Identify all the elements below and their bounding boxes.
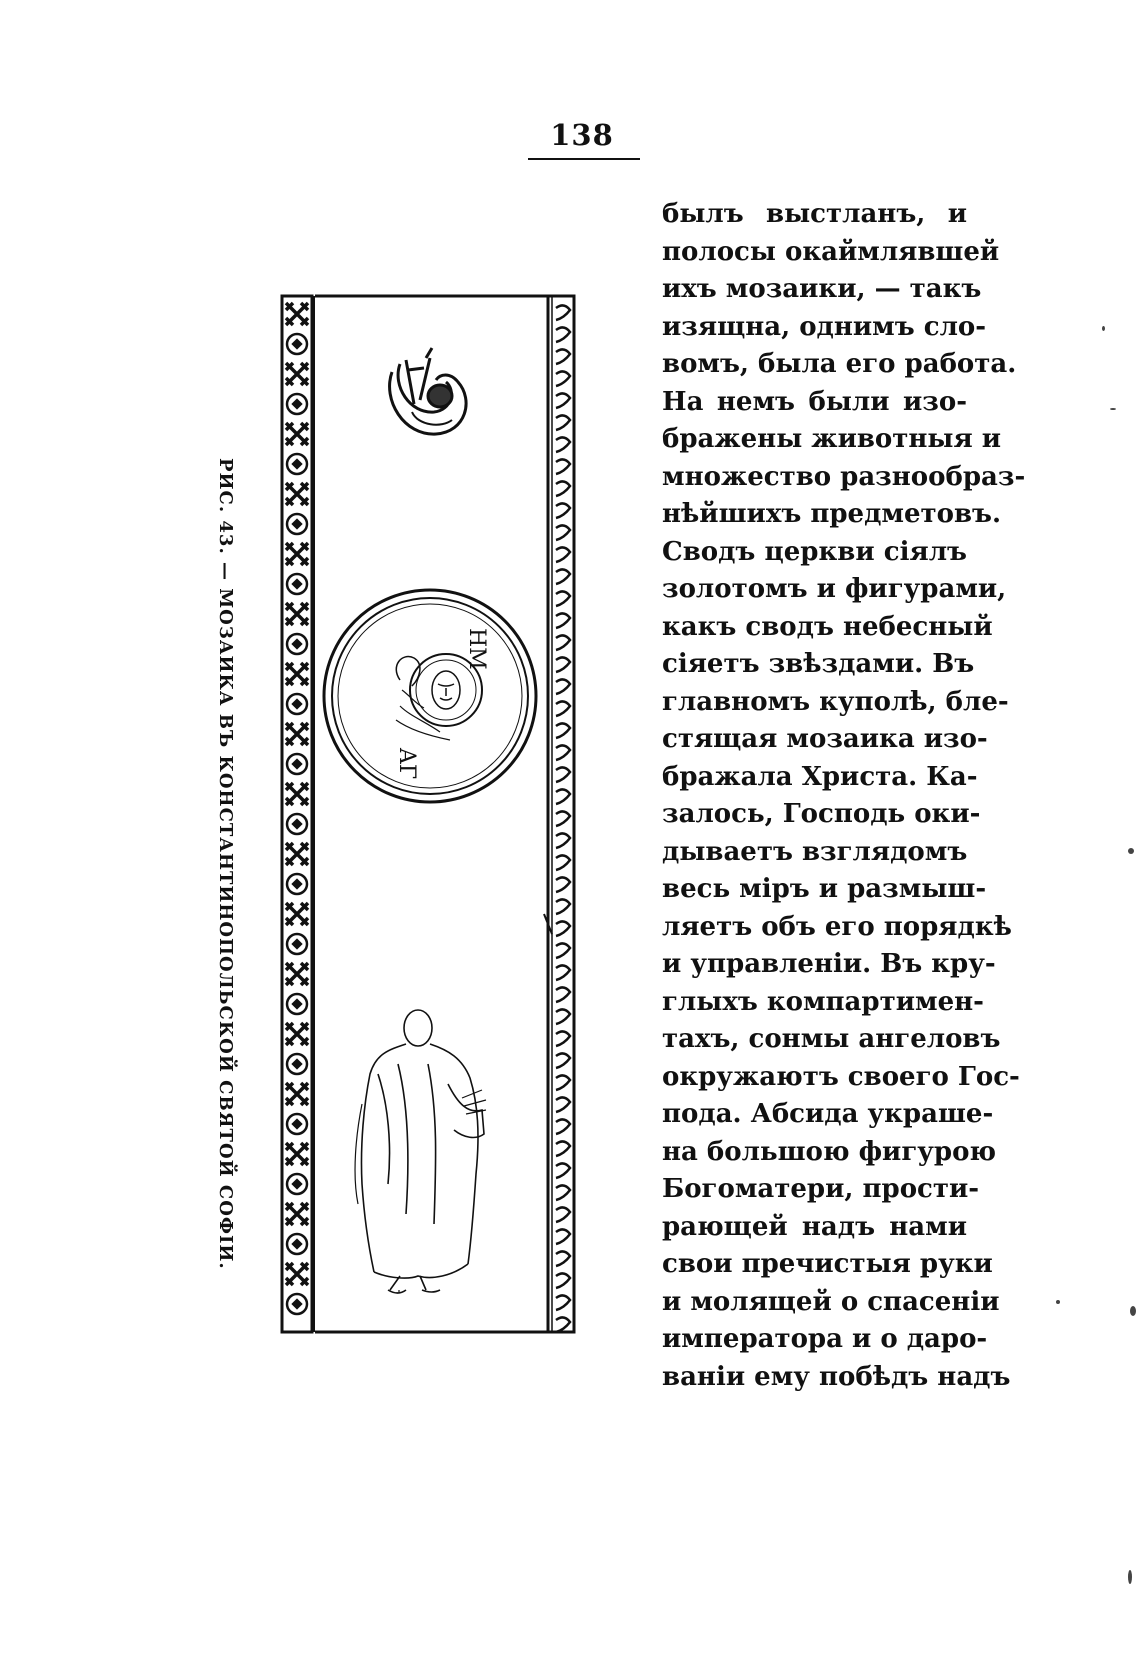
wave-ornament bbox=[556, 767, 570, 782]
wave-ornament bbox=[556, 1031, 570, 1046]
knot-ornament bbox=[286, 783, 308, 805]
wave-ornament bbox=[556, 1119, 570, 1134]
knot-ornament bbox=[286, 423, 308, 445]
wave-ornament bbox=[556, 701, 570, 716]
rosette-ornament bbox=[287, 1234, 307, 1254]
wave-ornament bbox=[556, 1141, 570, 1156]
knot-ornament bbox=[286, 1143, 308, 1165]
wave-ornament bbox=[556, 745, 570, 760]
rosette-ornament bbox=[287, 514, 307, 534]
text-line: и управленіи. Въ кру- bbox=[662, 949, 996, 979]
rosette-ornament bbox=[287, 1174, 307, 1194]
text-line: дываетъ взглядомъ bbox=[662, 836, 968, 867]
text-line: тахъ, сонмы ангеловъ bbox=[662, 1024, 1001, 1054]
text-line: бражала Христа. Ка- bbox=[662, 761, 978, 792]
text-line: глыхъ компартимен- bbox=[662, 986, 984, 1017]
wave-ornament bbox=[556, 327, 570, 342]
rosette-ornament bbox=[287, 334, 307, 354]
knot-ornament bbox=[286, 723, 308, 745]
wave-ornament bbox=[556, 613, 570, 628]
knot-ornament bbox=[286, 1083, 308, 1105]
rosette-ornament bbox=[287, 1114, 307, 1134]
wave-ornament bbox=[556, 1163, 570, 1178]
text-line: золотомъ и фигурами, bbox=[662, 574, 1007, 604]
wave-ornament bbox=[556, 371, 570, 386]
knot-ornament bbox=[286, 1263, 308, 1285]
text-line: императора и о даро- bbox=[662, 1324, 988, 1354]
wave-ornament bbox=[556, 481, 570, 496]
wave-ornament bbox=[556, 855, 570, 870]
text-line: бражены животныя и bbox=[662, 424, 1002, 454]
wave-ornament bbox=[556, 833, 570, 848]
wave-ornament bbox=[556, 921, 570, 936]
right-ornament-border bbox=[556, 305, 570, 1332]
wave-ornament bbox=[556, 943, 570, 958]
scan-speck bbox=[1128, 1570, 1132, 1584]
figure-caption bbox=[212, 458, 238, 1270]
wave-ornament bbox=[556, 811, 570, 826]
text-line: нѣйшихъ предметовъ. bbox=[662, 499, 1002, 529]
text-line: вомъ, была его работа. bbox=[662, 349, 1017, 379]
text-line: былъ выстланъ, и bbox=[662, 199, 967, 229]
rosette-ornament bbox=[287, 394, 307, 414]
scan-speck bbox=[1110, 408, 1116, 410]
wave-ornament bbox=[556, 987, 570, 1002]
mosaic-frame bbox=[282, 296, 574, 1332]
rosette-ornament bbox=[287, 754, 307, 774]
wave-ornament bbox=[556, 1295, 570, 1310]
text-line: изящна, однимъ сло- bbox=[662, 311, 987, 342]
page-number-rule bbox=[528, 158, 640, 160]
text-line: на большою фигурою bbox=[662, 1136, 997, 1167]
rosette-ornament bbox=[287, 814, 307, 834]
wave-ornament bbox=[556, 349, 570, 364]
wave-ornament bbox=[556, 899, 570, 914]
wave-ornament bbox=[556, 1097, 570, 1112]
knot-ornament bbox=[286, 483, 308, 505]
rosette-ornament bbox=[287, 994, 307, 1014]
medallion-inscription bbox=[394, 628, 489, 779]
wave-ornament bbox=[556, 1273, 570, 1288]
wave-ornament bbox=[556, 965, 570, 980]
text-line: полосы окаймлявшей bbox=[662, 236, 1000, 267]
wave-ornament bbox=[556, 679, 570, 694]
wave-ornament bbox=[556, 1009, 570, 1024]
text-line: Богоматери, прости- bbox=[662, 1174, 980, 1204]
rosette-ornament bbox=[287, 574, 307, 594]
medallion-inscription-left: ΑΓ bbox=[394, 748, 419, 780]
wave-ornament bbox=[556, 437, 570, 452]
wave-ornament bbox=[556, 657, 570, 672]
body-text bbox=[662, 196, 1026, 1396]
wave-ornament bbox=[556, 635, 570, 650]
figure-caption-text: РИС. 43. — МОЗАИКА ВЪ КОНСТАНТИНОПОЛЬСКОЙ СВЯТОЙ СОФІИ. bbox=[215, 458, 236, 1270]
scan-speck bbox=[1128, 848, 1134, 854]
rosette-ornament bbox=[287, 1294, 307, 1314]
wave-ornament bbox=[556, 1075, 570, 1090]
scan-speck bbox=[1056, 1300, 1060, 1304]
wave-ornament bbox=[556, 1251, 570, 1266]
rosette-ornament bbox=[287, 1054, 307, 1074]
wave-ornament bbox=[556, 789, 570, 804]
knot-ornament bbox=[286, 963, 308, 985]
left-ornament-border bbox=[286, 303, 308, 1314]
rosette-ornament bbox=[287, 454, 307, 474]
wave-ornament bbox=[556, 547, 570, 562]
wave-ornament bbox=[556, 1317, 570, 1332]
text-line: ихъ мозаики, — такъ bbox=[662, 274, 982, 304]
wave-ornament bbox=[556, 459, 570, 474]
knot-ornament bbox=[286, 303, 308, 325]
rosette-ornament bbox=[287, 634, 307, 654]
scan-speck bbox=[398, 1290, 400, 1292]
wave-ornament bbox=[556, 877, 570, 892]
knot-ornament bbox=[286, 1023, 308, 1045]
wave-ornament bbox=[556, 723, 570, 738]
text-line: На немъ были изо- bbox=[662, 386, 967, 417]
text-line: ляетъ объ его порядкѣ bbox=[662, 911, 1012, 942]
wave-ornament bbox=[556, 393, 570, 408]
text-line: Сводъ церкви сіялъ bbox=[662, 536, 967, 567]
medallion-inscription-right: ΗΜ bbox=[464, 628, 489, 670]
text-line: какъ сводъ небесный bbox=[662, 611, 993, 642]
text-line: стящая мозаика изо- bbox=[662, 724, 988, 754]
wave-ornament bbox=[556, 1229, 570, 1244]
emblem-icon bbox=[390, 348, 467, 434]
text-line: залось, Господь оки- bbox=[662, 799, 981, 829]
knot-ornament bbox=[286, 903, 308, 925]
text-line: множество разнообраз- bbox=[662, 461, 1026, 492]
scan-speck bbox=[1102, 326, 1105, 331]
wave-ornament bbox=[556, 1207, 570, 1222]
knot-ornament bbox=[286, 1203, 308, 1225]
text-line: свои пречистыя руки bbox=[662, 1249, 993, 1279]
knot-ornament bbox=[286, 603, 308, 625]
knot-ornament bbox=[286, 543, 308, 565]
scan-speck bbox=[1130, 1306, 1136, 1316]
text-line: главномъ куполѣ, бле- bbox=[662, 686, 1009, 717]
knot-ornament bbox=[286, 363, 308, 385]
text-line: весь міръ и размыш- bbox=[662, 874, 987, 904]
text-line: рающей надъ нами bbox=[662, 1211, 967, 1242]
wave-ornament bbox=[556, 305, 570, 320]
rosette-ornament bbox=[287, 934, 307, 954]
wave-ornament bbox=[556, 1053, 570, 1068]
rosette-ornament bbox=[287, 694, 307, 714]
wave-ornament bbox=[556, 1185, 570, 1200]
text-line: сіяетъ звѣздами. Въ bbox=[662, 649, 975, 679]
wave-ornament bbox=[556, 525, 570, 540]
wave-ornament bbox=[556, 591, 570, 606]
rosette-ornament bbox=[287, 874, 307, 894]
standing-saint-figure bbox=[355, 1010, 486, 1293]
wave-ornament bbox=[556, 569, 570, 584]
wave-ornament bbox=[556, 415, 570, 430]
knot-ornament bbox=[286, 843, 308, 865]
knot-ornament bbox=[286, 663, 308, 685]
text-line: пода. Абсида украше- bbox=[662, 1099, 994, 1129]
page-number: 138 bbox=[550, 118, 614, 152]
text-line: ваніи ему побѣдъ надъ bbox=[662, 1361, 1011, 1392]
text-line: окружаютъ своего Гос- bbox=[662, 1061, 1020, 1092]
mosaic-figure bbox=[280, 294, 600, 1336]
christ-medallion bbox=[324, 590, 536, 802]
wave-ornament bbox=[556, 503, 570, 518]
text-line: и молящей о спасеніи bbox=[662, 1286, 1000, 1317]
